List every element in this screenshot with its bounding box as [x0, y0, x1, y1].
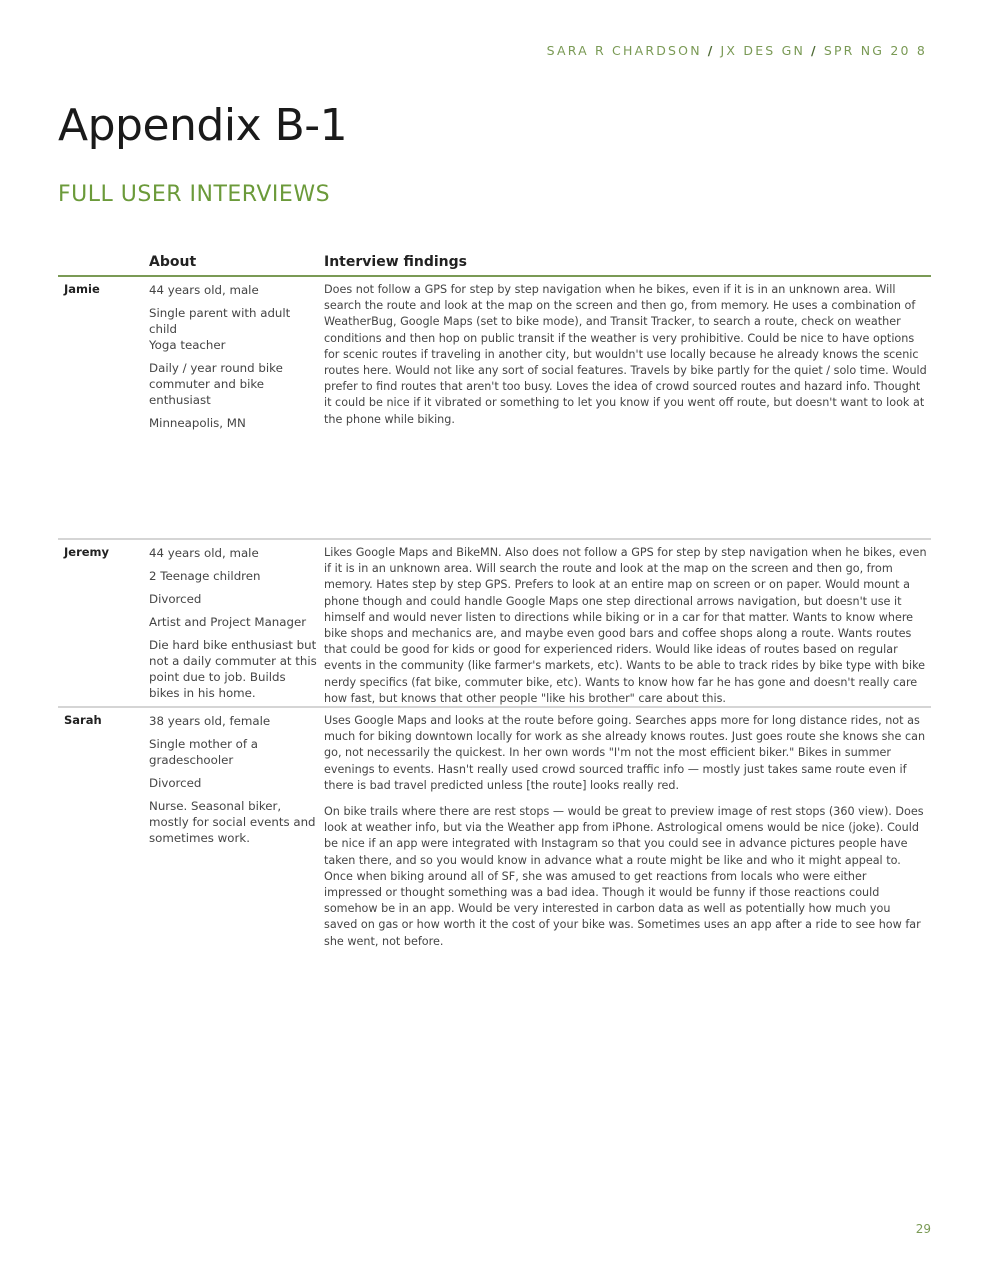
- page-number: 29: [915, 1222, 931, 1236]
- column-header-about: About: [149, 254, 197, 270]
- header-author: SARA R CHARDSON: [546, 43, 702, 58]
- about-column: [149, 545, 319, 708]
- about-item: Minneapolis, MN: [149, 416, 246, 430]
- findings-column: [324, 713, 927, 956]
- about-item: Die hard bike enthusiast but not a daily commuter at this point due to job. Builds bikes in his home.: [149, 638, 317, 700]
- about-item: 38 years old, female: [149, 714, 271, 728]
- about-item: 44 years old, male: [149, 283, 259, 297]
- about-item: Single mother of a gradeschooler: [149, 737, 259, 767]
- column-header-findings: Interview findings: [324, 254, 467, 270]
- about-item: Artist and Project Manager: [149, 615, 307, 629]
- header-separator: /: [707, 43, 715, 58]
- finding-paragraph: Does not follow a GPS for step by step navigation when he bikes, even if it is in an unknown area. Will search the route and look at the map on the screen and then go, from memory. He uses a combination of WeatherBug, Google Maps (set to bike mode), and Transit Tracker, to search a route, check on weather conditions and then hop on public transit if the weather is very prohibitive. Could be nice to have options for scenic routes if traveling in another city, but wouldn't use locally because he already knows the scenic routes here. Would not like any sort of social features. Travels by bike partly for the quiet / solo time. Would prefer to find routes that aren't too busy. Loves the idea of crowd sourced routes and hazard info. Thought it could be nice if it vibrated or something to let you know if you went off route, but doesn't want to look at the phone while biking.: [324, 283, 927, 426]
- section-subtitle: FULL USER INTERVIEWS: [58, 182, 331, 207]
- header-program: JX DES GN: [720, 43, 806, 58]
- finding-paragraph: On bike trails where there are rest stops — would be great to preview image of rest stops (360 view). Does look at weather info, but via the Weather app from iPhone. Astrological omens would be nice (joke). Could be nice if an app were integrated with Instagram so that you could see in advance pictures people have taken there, and so you would know in advance what a route might be like and who it might appeal to. Once when biking around all of SF, she was amused to get reactions from locals who were either impressed or thought something was a bad idea. Though it would be funny if those reactions could somehow be in an app. Would be very interested in carbon data as well as potentially how much you saved on gas or how worth it the cost of your bike was. Sometimes uses an app after a ride to see how far she went, not before.: [324, 805, 924, 948]
- findings-column: [324, 545, 927, 713]
- about-column: [149, 282, 319, 438]
- findings-column: [324, 282, 927, 434]
- about-item: Divorced: [149, 592, 202, 606]
- about-item: 2 Teenage children: [149, 569, 261, 583]
- row-divider: [58, 538, 931, 540]
- finding-paragraph: Likes Google Maps and BikeMN. Also does not follow a GPS for step by step navigation when he bikes, even if it is in an unknown area. Will search the route and look at the map on the screen and then go, from memory. Hates step by step GPS. Prefers to look at an entire map on screen or on paper. Would mount a phone though and could handle Google Maps one step directional arrows navigation, but doesn't use it himself and would never listen to directions while biking or in a car for that matter. Wants to know where bike shops and mechanics are, and maybe even good bars and coffee shops along a route. Wants routes that could be good for kids or good for experienced riders. Would like ideas of routes based on regular events in the community (like farmer's markets, etc). Wants to be able to track rides by bike type with bike nerdy specifics (fat bike, commuter bike, etc). Wants to know how far he has gone and doesn't really care how fast, but knows that other people "like his brother" care about this.: [324, 546, 927, 705]
- about-item: Divorced: [149, 776, 202, 790]
- interviewee-name: Jeremy: [64, 545, 110, 559]
- header-divider: [58, 275, 931, 277]
- finding-paragraph: Uses Google Maps and looks at the route before going. Searches apps more for long distance rides, not as much for biking downtown locally for work as she already knows routes. Just goes route she knows she can go, not necessarily the quickest. In her own words "I'm not the most efficient biker." Bikes in summer evenings to events. Hasn't really used crowd sourced traffic info — mostly just takes same route even if there is bad travel predicted unless [the route] looks really red.: [324, 714, 926, 792]
- interviewee-name: Jamie: [64, 282, 100, 296]
- about-item: Single parent with adult child Yoga teacher: [149, 306, 291, 352]
- about-item: Daily / year round bike commuter and bike enthusiast: [149, 361, 283, 407]
- about-item: Nurse. Seasonal biker, mostly for social events and sometimes work.: [149, 799, 316, 845]
- about-column: [149, 713, 319, 853]
- running-header: [547, 43, 927, 58]
- about-item: 44 years old, male: [149, 546, 259, 560]
- header-term: SPR NG 20 8: [823, 43, 927, 58]
- page-title: Appendix B-1: [58, 100, 348, 151]
- interviewee-name: Sarah: [64, 713, 102, 727]
- header-separator: /: [811, 43, 818, 58]
- row-divider: [58, 706, 931, 708]
